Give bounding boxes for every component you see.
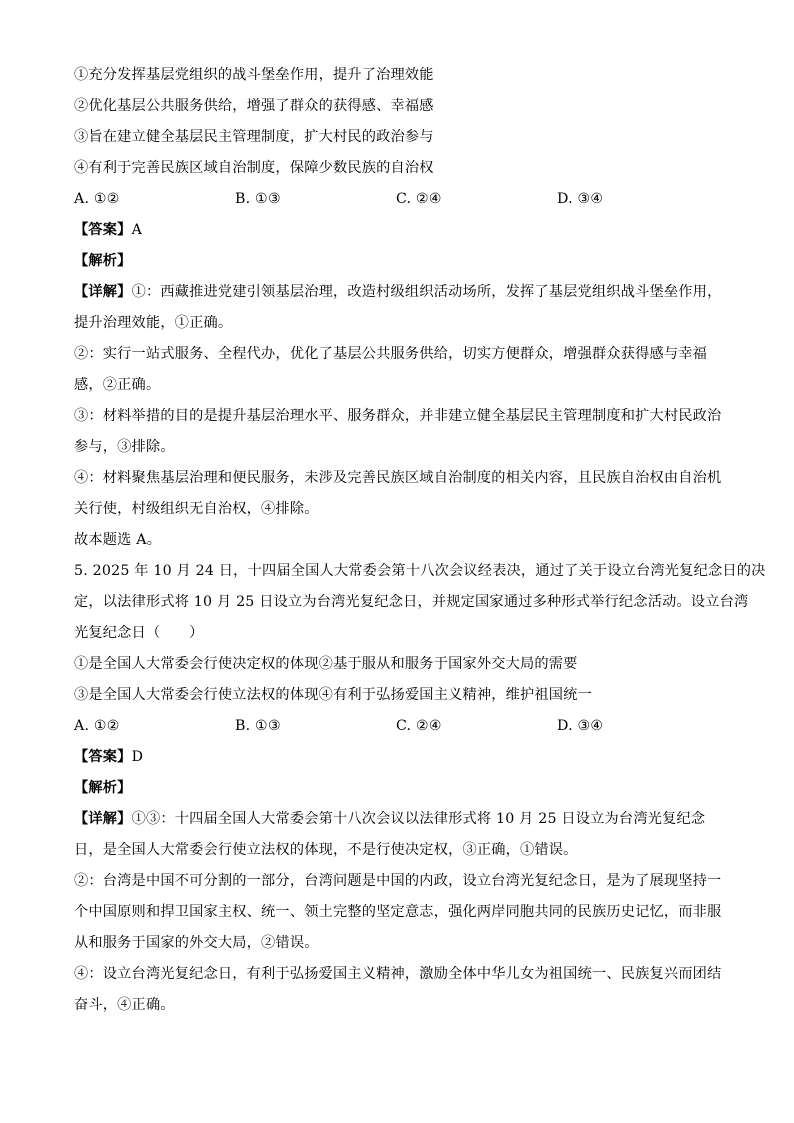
q4-detail-2: ②：实行一站式服务、全程代办，优化了基层公共服务供给，切实方便群众，增强群众获得感与幸福感，②正确。 bbox=[74, 346, 708, 393]
q5-detail-2: ②：台湾是中国不可分割的一部分，台湾问题是中国的内政，设立台湾光复纪念日，是为了展现坚持一个中国原则和捍卫国家主权、统一、领土完整的坚定意志，强化两岸同胞共同的民族历史记忆，而非服从和服务于国家的外交大局，②错误。 bbox=[74, 873, 722, 951]
q5-answer-value: D bbox=[131, 749, 144, 765]
q5-stem-line-1: 5. 2025 年 10 月 24 日，十四届全国人大常委会第十八次会议经表决，通过了关于设立台湾光复纪念日的决 bbox=[74, 563, 766, 579]
q5-detail-1-text: ①③：十四届全国人大常委会第十八次会议以法律形式将 10 月 25 日设立为台湾光复纪念日，是全国人大常委会行使立法权的体现，不是行使决定权，③正确，①错误。 bbox=[74, 811, 706, 858]
q4-option-2: ②优化基层公共服务供给，增强了群众的获得感、幸福感 bbox=[74, 98, 434, 114]
q5-stem-line-3: 光复纪念日（ ） bbox=[74, 625, 204, 641]
q4-detail-1 bbox=[74, 277, 724, 339]
q4-choices bbox=[74, 184, 724, 215]
q5-choice-b: B. ①③ bbox=[235, 718, 281, 734]
q4-analysis-label: 【解析】 bbox=[74, 253, 132, 269]
q4-answer-label: 【答案】 bbox=[74, 222, 132, 238]
q5-stem-line-2: 定，以法律形式将 10 月 25 日设立为台湾光复纪念日，并规定国家通过多种形式举行纪念活动。设立台湾 bbox=[74, 594, 749, 610]
q5-choice-d: D. ③④ bbox=[557, 718, 604, 734]
q5-detail-label: 【详解】 bbox=[74, 811, 132, 827]
q4-detail-3: ③：材料举措的目的是提升基层治理水平、服务群众，并非建立健全基层民主管理制度和扩大村民政治参与，③排除。 bbox=[74, 408, 722, 455]
q5-detail-3: ④：设立台湾光复纪念日，有利于弘扬爱国主义精神，激励全体中华儿女为祖国统一、民族复兴而团结奋斗，④正确。 bbox=[74, 966, 722, 1013]
q4-detail-1-text: ①：西藏推进党建引领基层治理，改造村级组织活动场所，发挥了基层党组织战斗堡垒作用，提升治理效能，①正确。 bbox=[74, 284, 722, 331]
q4-detail-4: ④：材料聚焦基层治理和便民服务，未涉及完善民族区域自治制度的相关内容，且民族自治权由自治机关行使，村级组织无自治权，④排除。 bbox=[74, 470, 722, 517]
q5-choice-a: A. ①② bbox=[74, 718, 120, 734]
q4-choice-d: D. ③④ bbox=[557, 191, 604, 207]
q4-choice-b: B. ①③ bbox=[235, 191, 281, 207]
q5-detail-1 bbox=[74, 804, 724, 866]
document-content bbox=[74, 60, 766, 1021]
q5-answer bbox=[74, 742, 724, 773]
q4-choice-c: C. ②④ bbox=[396, 191, 442, 207]
q4-option-4: ④有利于完善民族区域自治制度，保障少数民族的自治权 bbox=[74, 160, 434, 176]
q5-choice-c: C. ②④ bbox=[396, 718, 442, 734]
q5-choices bbox=[74, 711, 724, 742]
q4-conclusion: 故本题选 A。 bbox=[74, 532, 162, 548]
q5-answer-label: 【答案】 bbox=[74, 749, 132, 765]
q5-option-line-1: ①是全国人大常委会行使决定权的体现②基于服从和服务于国家外交大局的需要 bbox=[74, 656, 578, 672]
q4-answer bbox=[74, 215, 724, 246]
q4-answer-value: A bbox=[131, 222, 143, 238]
q4-choice-a: A. ①② bbox=[74, 191, 120, 207]
q4-option-1: ①充分发挥基层党组织的战斗堡垒作用，提升了治理效能 bbox=[74, 67, 434, 83]
q4-detail-label: 【详解】 bbox=[74, 284, 132, 300]
q5-analysis-label: 【解析】 bbox=[74, 780, 132, 796]
q5-option-line-2: ③是全国人大常委会行使立法权的体现④有利于弘扬爱国主义精神，维护祖国统一 bbox=[74, 687, 592, 703]
q4-option-3: ③旨在建立健全基层民主管理制度，扩大村民的政治参与 bbox=[74, 129, 434, 145]
